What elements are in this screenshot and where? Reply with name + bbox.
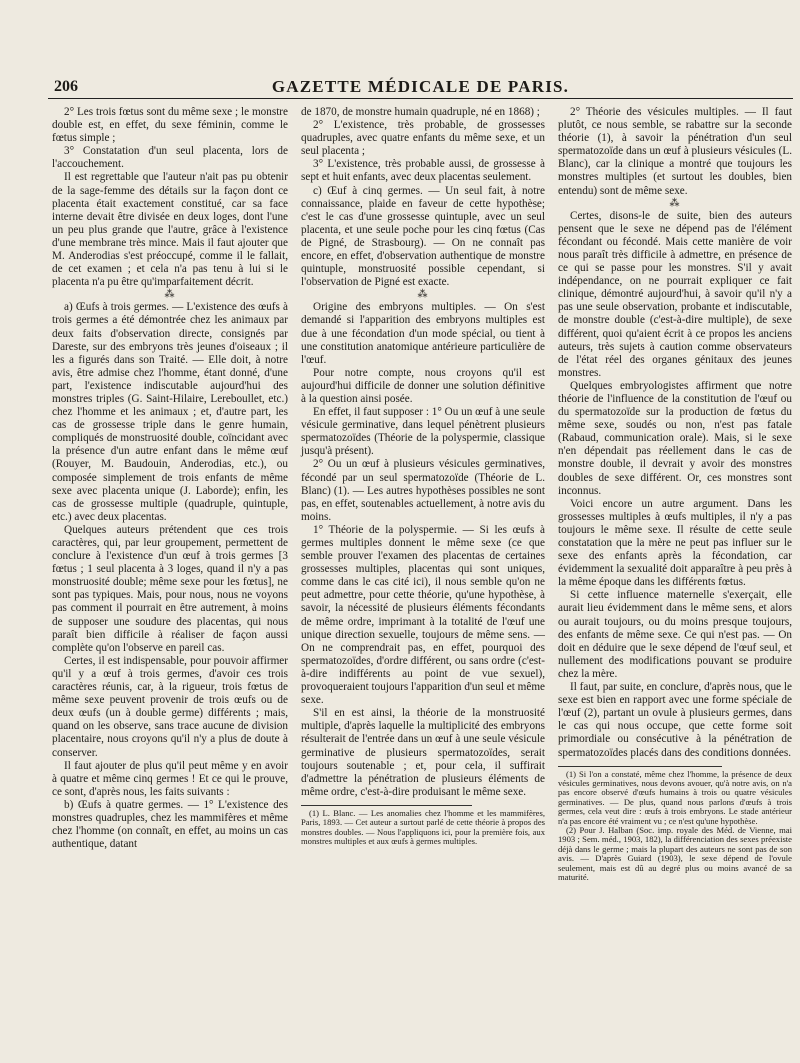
paragraph: Si cette influence maternelle s'exerçait, elle aurait lieu évidemment dans le même sens, et alors ou aurait toujours, ou du moins presque toujours, des enfants de même sexe. Ce qui n'est pas. — On doit en déduire que le sexe dépend de l'œuf seul, et nullement des modifications pouvant se produire chez la mère. bbox=[558, 589, 792, 680]
paragraph: c) Œuf à cinq germes. — Un seul fait, à notre connaissance, plaide en faveur de cette hypothèse; c'est le cas d'une grossesse quintuple, avec un seul placenta, et une seule poche pour les cinq fœtus (Cas de Pigné, de Strasbourg). — On ne connaît pas encore, en effet, d'observation authentique de monstre quintuple, monstruosité possible cependant, si l'observation de Pigné est exacte. bbox=[301, 184, 545, 289]
asterism-divider: ⁂ bbox=[417, 289, 429, 301]
column-right bbox=[558, 106, 792, 882]
footnotes bbox=[558, 770, 792, 883]
page-number: 206 bbox=[54, 78, 78, 95]
paragraph: Voici encore un autre argument. Dans les grossesses multiples à œufs multiples, il n'y a pas toujours le même sexe. Il résulte de cette seule constatation que la mère ne peut pas influer sur le sexe des enfants après la fécondation, car évidemment la sexualité doit apparaître à peu près à la même époque dans les différents fœtus. bbox=[558, 497, 792, 589]
paragraph: 2° Ou un œuf à plusieurs vésicules germinatives, fécondé par un seul spermatozoïde (Théorie de L. Blanc) (1). — Les autres hypothèses possibles ne sont pas, en effet, soutenables actuellement, à notre avis du moins. bbox=[301, 458, 545, 523]
paragraph: Certes, il est indispensable, pour pouvoir affirmer qu'il y a œuf à trois germes, d'avoir ces trois caractères réunis, car, à la rigueur, trois fœtus de même sexe peuvent provenir de trois œufs ou de deux œufs (un à double germe) différents ; mais, quand on les observe, sans trace aucune de division placentaire, nous croyons qu'il n'y a plus de doute à conserver. bbox=[52, 654, 288, 759]
footnote: (1) Si l'on a constaté, même chez l'homme, la présence de deux vésicules germinatives, nous devons avouer, qu'à notre avis, on n'a pas encore observé d'œufs humains à trois ou quatre vésicules germinatives. — De plus, quand nous parlons d'œufs à trois germes, cela veut dire : œufs à trois embryons. Le stade antérieur n'a pas encore été vraiment vu ; ce n'est qu'une hypothèse. bbox=[558, 768, 792, 826]
paragraph: 1° Théorie de la polyspermie. — Si les œufs à germes multiples donnent le même sexe (ce que semble prouver l'examen des placentas de certaines grossesses multiples, placentas qui sont uniques, comme dans le cas cité ici), il nous semble qu'on ne peut admettre, pour cette théorie, qu'une hypothèse, à savoir, la nécessité de plusieurs éléments fécondants de même ordre, imprimant à la totalité de l'œuf une unique direction sexuelle, toujours de même sens. — On ne comprendrait pas, en effet, pourquoi des spermatozoïdes, d'ordre différent, ou sans ordre (c'est-à-dire indifférents au point de vue sexuel), provoqueraient toujours l'apparition d'un seul et même sexe. bbox=[301, 523, 545, 707]
paragraph: Certes, disons-le de suite, bien des auteurs pensent que le sexe ne dépend pas de l'élément fécondant ou fécondé. Mais cette manière de voir nous paraît très difficile à admettre, en présence de ce qui se passe pour les monstres. S'il y avait indépendance, on ne pourrait expliquer ce fait clinique, démontré aujourd'hui, à savoir qu'il n'y a pas une seule observation, probante et indiscutable, de monstre double (c'est-à-dire multiple), de sexe différent, quoi qu'aient écrit à ce propos les anciens auteurs, très sujets à caution comme observateurs de l'état réel des organes génitaux des jeunes monstres. bbox=[558, 209, 792, 379]
paragraph: Il faut ajouter de plus qu'il peut même y en avoir à quatre et même cinq germes ! Et ce qui le prouve, ce sont, d'après nous, les faits suivants : bbox=[52, 759, 288, 798]
paragraph: Origine des embryons multiples. — On s'est demandé si l'apparition des embryons multiples est due à une fécondation d'un mode spécial, ou tient à une constitution anatomique antérieure particulière de l'œuf. bbox=[301, 301, 545, 366]
paragraph: En effet, il faut supposer : 1° Ou un œuf à une seule vésicule germinative, dans lequel pénètrent plusieurs spermatozoïdes (Théorie de la polyspermie, classique jusqu'à présent). bbox=[301, 406, 545, 458]
asterism-divider: ⁂ bbox=[669, 197, 681, 209]
paragraph: S'il en est ainsi, la théorie de la monstruosité multiple, d'après laquelle la multiplicité des embryons résulterait de l'entrée dans un œuf à une seule vésicule germinative de plusieurs spermatozoïdes, serait toujours soutenable ; et, pour cela, il suffirait d'admettre la pénétration de plusieurs éléments de même ordre, c'est-à-dire produisant le même sexe. bbox=[301, 707, 545, 798]
paragraph: Il faut, par suite, en conclure, d'après nous, que le sexe est bien en rapport avec une forme spéciale de l'œuf (2), partant un ovule à plusieurs germes, dans le cas qui nous occupe, que cette forme soit primordiale ou consécutive à la pénétration de spermatozoïdes placés dans des conditions données. bbox=[558, 681, 792, 759]
paragraph: Quelques embryologistes affirment que notre théorie de l'influence de la constitution de l'œuf ou du spermatozoïde sur la production de fœtus du même sexe, soudés ou non, n'est pas fatale (Rabaud, communication orale). Mais, si le sexe n'en dépendait pas réellement dans le cas de monstre double, il devrait y avoir des monstres doubles de sexe différent. Or, ces monstres sont inconnus. bbox=[558, 379, 792, 497]
footnotes bbox=[301, 809, 545, 847]
page-header bbox=[48, 78, 793, 99]
asterism-divider: ⁂ bbox=[164, 289, 176, 301]
paragraph: de 1870, de monstre humain quadruple, né en 1868) ; bbox=[301, 106, 540, 118]
footnote: (1) L. Blanc. — Les anomalies chez l'homme et les mammifères, Paris, 1893. — Cet auteur a surtout parlé de cette théorie à propos des monstres doubles. — Nous l'appliquons ici, pour la première fois, aux monstres multiples et aux œufs à germes multiples. bbox=[301, 807, 545, 847]
column-left bbox=[52, 106, 288, 851]
paragraph: 3° L'existence, très probable aussi, de grossesse à sept et huit enfants, avec deux placentas seulement. bbox=[301, 158, 545, 184]
footnote: (2) Pour J. Halban (Soc. imp. royale des Méd. de Vienne, mai 1903 ; Sem. méd., 1903, 182), la différenciation des sexes préexiste déjà dans le germe ; mais la plupart des auteurs ne sont pas de son avis. — D'après Guiard (1903), le sexe dépend de l'ovule seulement, mais est dû au degré plus ou moins avancé de sa maturité. bbox=[558, 825, 792, 883]
paragraph: 2° Les trois fœtus sont du même sexe ; le monstre double est, en effet, du sexe féminin, comme le fœtus simple ; bbox=[52, 106, 288, 145]
journal-title: GAZETTE MÉDICALE DE PARIS. bbox=[271, 77, 570, 96]
paragraph: Il est regrettable que l'auteur n'ait pas pu obtenir de la sage-femme des détails sur la façon dont ce placenta était exactement constitué, car sa face interne devait être divisée en deux loges, dont l'une un peu plus grande que l'autre, grâce à l'existence d'une membrane très mince. Mais il faut ajouter que M. Anderodias s'est préoccupé, comme il le fallait, de cet examen ; et cela n'a pas tenu à lui si le placenta n'a pu être qu'imparfaitement décrit. bbox=[52, 171, 288, 289]
paragraph: a) Œufs à trois germes. — L'existence des œufs à trois germes a été démontrée chez les animaux par deux faits d'observation directe, consignés par Dareste, sur des embryons très jeunes d'oiseaux ; il les a figurés dans son Traité. — Elle doit, à notre avis, être admise chez l'homme, étant donné, d'une part, l'existence indiscutable aujourd'hui des monstres triples (G. Saint-Hilaire, Lereboullet, etc.) chez l'homme et les animaux ; et, d'autre part, les cas de grossesse triple dans le genre humain, compliqués de monstruosité double, coïncidant avec la présence d'un autre enfant dans le même œuf (Rouyer, M. Baudouin, Anderodias, etc.), ou composée simplement de trois enfants de même sexe avec placenta unique (J. Laborde); enfin, les cas de grossesse multiple (quadruple, quintuple, etc.) avec deux placentas. bbox=[52, 301, 288, 523]
paragraph: 3° Constatation d'un seul placenta, lors de l'accouchement. bbox=[52, 145, 288, 171]
paragraph: Pour notre compte, nous croyons qu'il est aujourd'hui difficile de donner une solution définitive à la question ainsi posée. bbox=[301, 366, 545, 405]
column-middle bbox=[301, 106, 545, 847]
paragraph: Quelques auteurs prétendent que ces trois caractères, qui, par leur groupement, permettent de conclure à l'existence d'un œuf à trois germes [3 fœtus ; 1 seul placenta à 3 loges, quand il n'y a pas monstruosité double; même sexe pour les fœtus], ne sont pas typiques. Mais, pour nous, nous ne voyons pas comment il pourrait en être autrement, à moins de supposer une soudure des placentas, qui nous paraît bien difficile à réaliser de façon aussi complète qu'on l'observe en pareil cas. bbox=[52, 523, 288, 654]
paragraph: b) Œufs à quatre germes. — 1° L'existence des monstres quadruples, chez les mammifères et même chez l'homme (on connaît, en effet, au moins un cas authentique, datant bbox=[52, 798, 288, 851]
paragraph: 2° L'existence, très probable, de grossesses quadruples, avec quatre enfants du même sexe, et un seul placenta ; bbox=[301, 119, 545, 158]
paragraph: 2° Théorie des vésicules multiples. — Il faut plutôt, ce nous semble, se rabattre sur la seconde théorie (1), à savoir la pénétration d'un seul spermatozoïde dans un œuf à plusieurs vésicules (L. Blanc), car la clinique a montré que toujours les monstres multiples (et surtout les doubles, bien entendu) sont de même sexe. bbox=[558, 106, 792, 197]
